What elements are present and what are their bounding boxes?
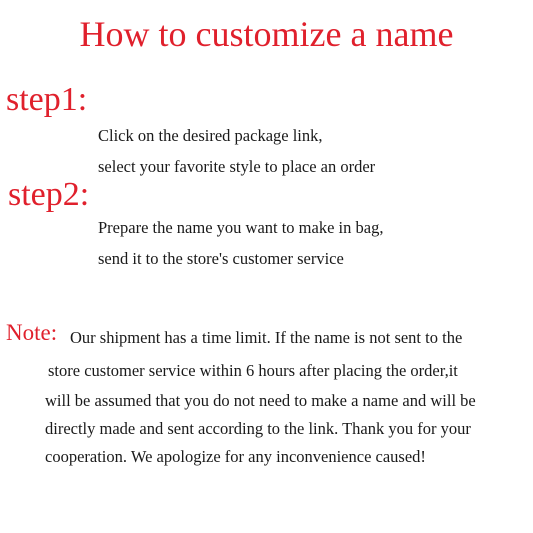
step1-line-1: Click on the desired package link, xyxy=(98,126,323,145)
note-label: Note: xyxy=(6,320,58,345)
step2-line-1: Prepare the name you want to make in bag, xyxy=(98,218,384,237)
step1-heading: step1: xyxy=(6,81,88,118)
step2-line-2: send it to the store's customer service xyxy=(98,249,344,268)
note-line-5: cooperation. We apologize for any inconvenience caused! xyxy=(45,447,426,466)
note-line-2: store customer service within 6 hours after placing the order,it xyxy=(48,361,458,380)
note-line-1: Our shipment has a time limit. If the name is not sent to the xyxy=(70,328,463,347)
note-line-3: will be assumed that you do not need to make a name and will be xyxy=(45,391,476,410)
step2-heading: step2: xyxy=(8,176,90,213)
step1-line-2: select your favorite style to place an order xyxy=(98,157,376,176)
page-title: How to customize a name xyxy=(79,14,454,54)
note-line-4: directly made and sent according to the link. Thank you for your xyxy=(45,419,471,438)
